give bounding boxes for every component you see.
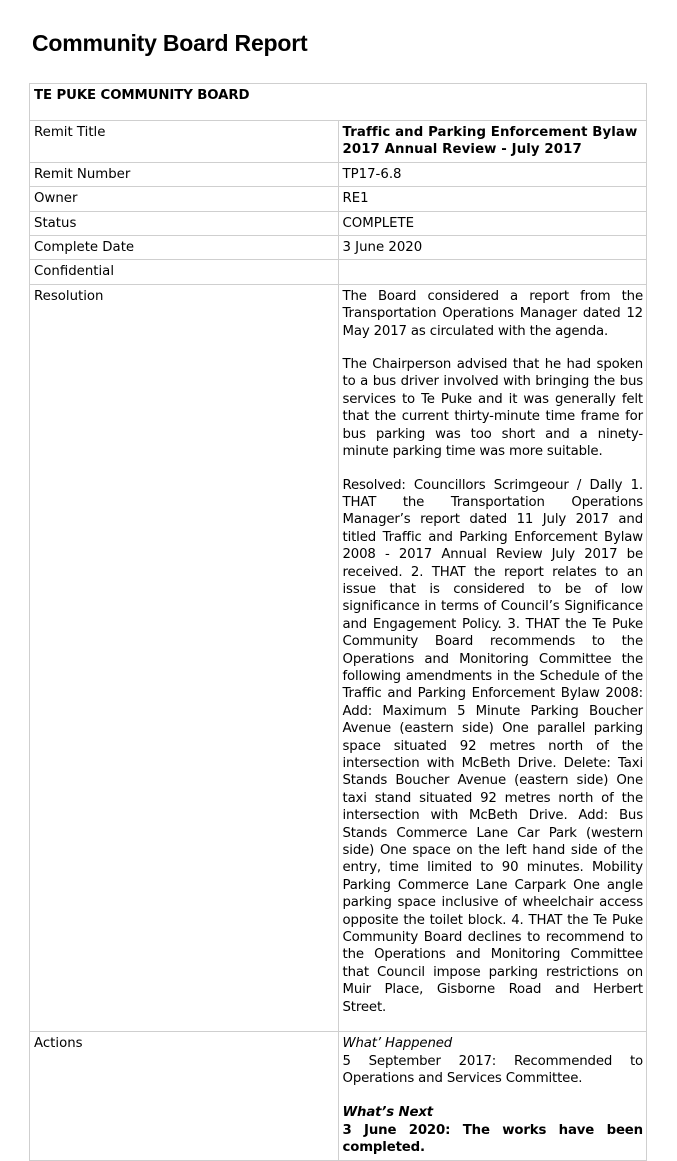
owner-row	[30, 187, 647, 211]
owner-label: Owner	[30, 187, 339, 211]
resolution-paragraph: The Chairperson advised that he had spoken to a bus driver involved with bringing the bus services to Te Puke and it was generally felt that the current thirty-minute time frame for bus parking was too short and a ninety-minute parking time was more suitable.	[342, 357, 643, 460]
complete-date-label: Complete Date	[30, 236, 339, 260]
resolution-label: Resolution	[30, 284, 339, 1031]
remit-number-value: TP17-6.8	[338, 162, 647, 186]
board-name: TE PUKE COMMUNITY BOARD	[30, 84, 647, 121]
happened-heading: What’ Happened	[342, 1036, 453, 1052]
status-value: COMPLETE	[338, 211, 647, 235]
actions-spacer	[343, 1087, 644, 1104]
next-heading: What’s Next	[342, 1105, 433, 1121]
status-label: Status	[30, 211, 339, 235]
remit-number-label: Remit Number	[30, 162, 339, 186]
confidential-row	[30, 260, 647, 284]
resolution-row	[30, 284, 647, 1031]
remit-title-row	[30, 121, 647, 163]
resolution-paragraph: Resolved: Councillors Scrimgeour / Dally 1. THAT the Transportation Operations Manager’s report dated 11 July 2017 and titled Traffic and Parking Enforcement Bylaw 2008 - 2017 Annual Review July 2017 be received. 2. THAT the report relates to an issue that is considered to be of low significance in terms of Council’s Significance and Engagement Policy. 3. THAT the Te Puke Community Board recommends to the Operations and Monitoring Committee the following amendments in the Schedule of the Traffic and Parking Enforcement Bylaw 2008: Add: Maximum 5 Minute Parking Boucher Avenue (eastern side) One parallel parking space situated 92 metres north of the intersection with McBeth Drive. Delete: Taxi Stands Boucher Avenue (eastern side) One taxi stand situated 92 metres north of the intersection with McBeth Drive. Add: Bus Stands Commerce Lane Car Park (western side) One space on the left hand side of the entry, time limited to 90 minutes. Mobility Parking Commerce Lane Carpark One angle parking space inclusive of wheelchair access opposite the toilet block. 4. THAT the Te Puke Community Board declines to recommend to the Operations and Monitoring Committee that Council impose parking restrictions on Muir Place, Gisborne Road and Herbert Street.	[342, 477, 643, 1015]
next-text: 3 June 2020: The works have been completed.	[342, 1122, 643, 1156]
resolution-paragraph: The Board considered a report from the Transportation Operations Manager dated 12 May 2017 as circulated with the agenda.	[342, 288, 643, 339]
remit-title-label: Remit Title	[30, 121, 339, 163]
board-row	[30, 84, 647, 121]
happened-text: 5 September 2017: Recommended to Operations and Services Committee.	[342, 1053, 643, 1086]
remit-number-row	[30, 162, 647, 186]
remit-title-value: Traffic and Parking Enforcement Bylaw 2017 Annual Review - July 2017	[338, 121, 647, 163]
complete-date-value: 3 June 2020	[338, 236, 647, 260]
status-row	[30, 211, 647, 235]
owner-value: RE1	[338, 187, 647, 211]
complete-date-row	[30, 236, 647, 260]
resolution-text	[338, 284, 647, 1031]
confidential-label: Confidential	[30, 260, 339, 284]
actions-text	[338, 1032, 647, 1160]
report-table	[29, 83, 647, 1161]
page-title: Community Board Report	[32, 30, 308, 56]
actions-label: Actions	[30, 1032, 339, 1160]
confidential-value	[338, 260, 647, 284]
actions-row	[30, 1032, 647, 1160]
